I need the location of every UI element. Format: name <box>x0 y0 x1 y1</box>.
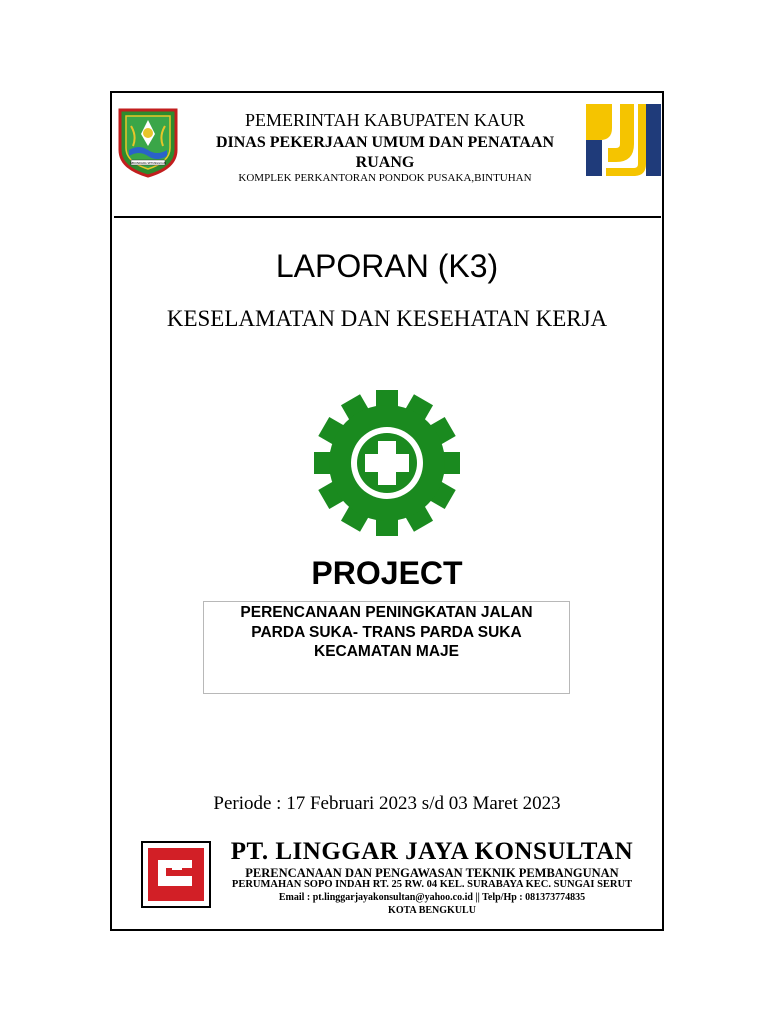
company-tagline: PERENCANAAN DAN PENGAWASAN TEKNIK PEMBANGUNAN <box>245 866 619 880</box>
company-address: PERUMAHAN SOPO INDAH RT. 25 RW. 04 KEL. SURABAYA KEC. SUNGAI SERUT <box>231 879 633 890</box>
office-address: KOMPLEK PERKANTORAN PONDOK PUSAKA,BINTUHAN <box>238 172 532 184</box>
department-name-line-1: DINAS PEKERJAAN UMUM DAN PENATAAN <box>215 134 555 151</box>
government-name: PEMERINTAH KABUPATEN KAUR <box>245 110 525 130</box>
company-contact: Email : pt.linggarjayakonsultan@yahoo.co.id || Telp/Hp : 081373774835 <box>278 892 586 903</box>
project-line-2: PARDA SUKA- TRANS PARDA SUKA <box>251 624 522 641</box>
department-name-line-2: RUANG <box>355 154 415 171</box>
report-title: LAPORAN (K3) <box>275 248 499 284</box>
project-heading: PROJECT <box>311 555 463 591</box>
svg-text:SEKUNDANG SETUNGGUAN: SEKUNDANG SETUNGGUAN <box>130 162 166 165</box>
k3-safety-gear-cross-icon <box>307 388 467 538</box>
report-period: Periode : 17 Februari 2023 s/d 03 Maret 2023 <box>213 793 561 814</box>
project-line-1: PERENCANAAN PENINGKATAN JALAN <box>240 604 533 621</box>
department-name <box>190 133 580 173</box>
kaur-regency-emblem-icon <box>117 106 179 178</box>
company-logo-icon <box>141 841 211 908</box>
pupr-ministry-logo-icon <box>586 104 661 176</box>
project-line-3: KECAMATAN MAJE <box>314 643 459 660</box>
header-divider <box>114 216 661 218</box>
company-name: PT. LINGGAR JAYA KONSULTAN <box>230 838 634 865</box>
company-city: KOTA BENGKULU <box>388 905 476 916</box>
report-subtitle: KESELAMATAN DAN KESEHATAN KERJA <box>166 306 608 331</box>
